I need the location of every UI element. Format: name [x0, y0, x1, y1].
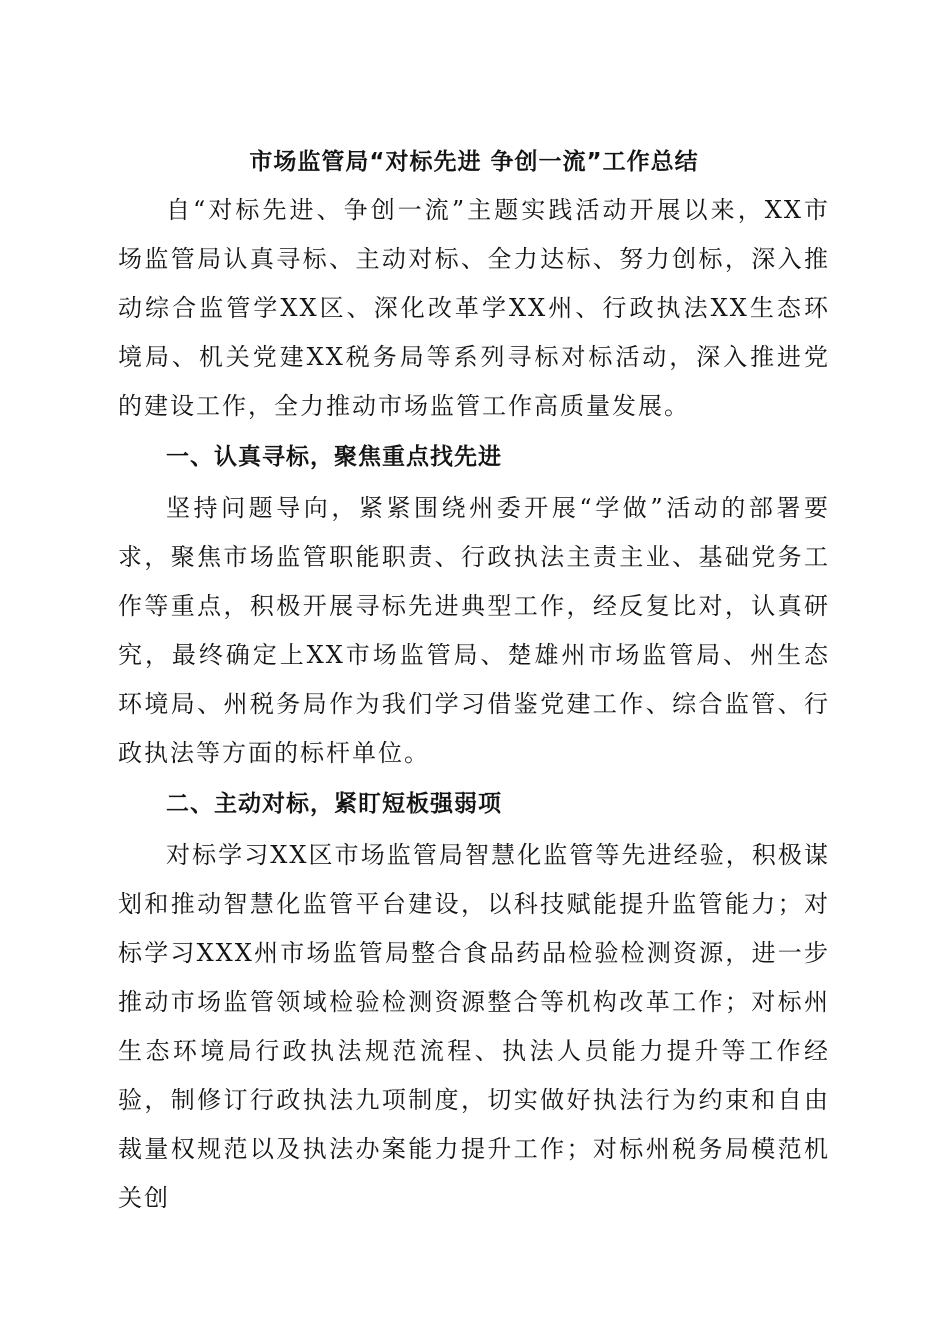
section-heading-2: 二、主动对标，紧盯短板强弱项	[166, 791, 502, 817]
document-title: 市场监管局“对标先进 争创一流”工作总结	[249, 149, 699, 175]
intro-paragraph: 自“对标先进、争创一流”主题实践活动开展以来，XX市场监管局认真寻标、主动对标、全力达标、努力创标，深入推动综合监管学XX区、深化改革学XX州、行政执法XX生态环境局、机关党建XX税务局等系列寻标对标活动，深入推进党的建设工作，全力推动市场监管工作高质量发展。	[118, 196, 830, 420]
section-heading-1: 一、认真寻标，聚焦重点找先进	[166, 444, 502, 470]
document-body	[118, 142, 830, 1223]
section-paragraph-2: 对标学习XX区市场监管局智慧化监管等先进经验，积极谋划和推动智慧化监管平台建设，以科技赋能提升监管能力；对标学习XXX州市场监管局整合食品药品检验检测资源，进一步推动市场监管领域检验检测资源整合等机构改革工作；对标州生态环境局行政执法规范流程、执法人员能力提升等工作经验，制修订行政执法九项制度，切实做好执法行为约束和自由裁量权规范以及执法办案能力提升工作；对标州税务局模范机关创	[118, 841, 830, 1212]
section-paragraph-1: 坚持问题导向，紧紧围绕州委开展“学做”活动的部署要求，聚焦市场监管职能职责、行政执法主责主业、基础党务工作等重点，积极开展寻标先进典型工作，经反复比对，认真研究，最终确定上XX市场监管局、楚雄州市场监管局、州生态环境局、州税务局作为我们学习借鉴党建工作、综合监管、行政执法等方面的标杆单位。	[118, 494, 830, 767]
